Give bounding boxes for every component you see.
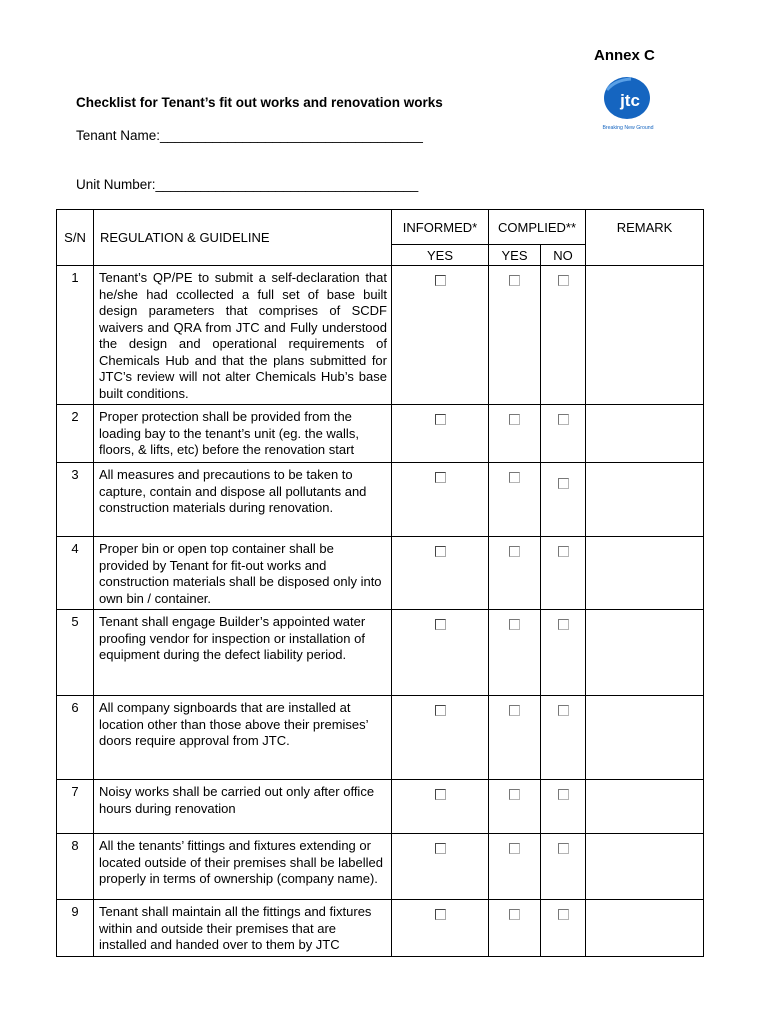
informed-yes-checkbox[interactable] — [435, 619, 446, 630]
complied-no-checkbox[interactable] — [558, 546, 569, 557]
remark-cell[interactable] — [586, 780, 704, 834]
jtc-logo-icon — [597, 76, 659, 134]
remark-cell[interactable] — [586, 610, 704, 696]
checklist-table — [56, 209, 704, 957]
complied-yes-checkbox[interactable] — [509, 843, 520, 854]
row-sn: 5 — [57, 610, 94, 696]
complied-no-header: NO — [541, 245, 586, 266]
remark-cell[interactable] — [586, 696, 704, 780]
complied-no-checkbox[interactable] — [558, 909, 569, 920]
complied-yes-checkbox[interactable] — [509, 789, 520, 800]
informed-yes-checkbox[interactable] — [435, 843, 446, 854]
informed-yes-checkbox[interactable] — [435, 909, 446, 920]
informed-yes-checkbox[interactable] — [435, 789, 446, 800]
row-text: Proper protection shall be provided from the loading bay to the tenant’s unit (eg. the walls, floors, & lifts, etc) before the renovation start — [94, 405, 392, 463]
row-text: Tenant shall maintain all the fittings and fixtures within and outside their premises that are installed and handed over to them by JTC — [94, 900, 392, 957]
remark-cell[interactable] — [586, 266, 704, 405]
svg-text:jtc: jtc — [620, 91, 640, 110]
complied-yes-header: YES — [489, 245, 541, 266]
table-row — [57, 696, 704, 780]
row-text: All measures and precautions to be taken to capture, contain and dispose all pollutants and construction materials during renovation. — [94, 463, 392, 537]
complied-no-checkbox[interactable] — [558, 478, 569, 489]
row-sn: 6 — [57, 696, 94, 780]
remark-cell[interactable] — [586, 537, 704, 610]
row-text: All company signboards that are installed at location other than those above their premises’ doors require approval from JTC. — [94, 696, 392, 780]
row-sn: 3 — [57, 463, 94, 537]
informed-header: INFORMED* — [392, 210, 489, 245]
complied-yes-checkbox[interactable] — [509, 546, 520, 557]
informed-yes-header: YES — [392, 245, 489, 266]
remark-cell[interactable] — [586, 405, 704, 463]
table-row — [57, 463, 704, 537]
table-row — [57, 780, 704, 834]
row-text: Proper bin or open top container shall be provided by Tenant for fit-out works and construction materials shall be disposed only into own bin / container. — [94, 537, 392, 610]
informed-yes-checkbox[interactable] — [435, 705, 446, 716]
tenant-name-field[interactable]: Tenant Name:___________________________________ — [76, 128, 423, 143]
document-title: Checklist for Tenant’s fit out works and renovation works — [76, 95, 443, 110]
row-sn: 7 — [57, 780, 94, 834]
row-text: Tenant’s QP/PE to submit a self-declaration that he/she had ccollected a full set of base built design parameters that comprises of SCDF waivers and QRA from JTC and Fully understood the design and operational requirements of Chemicals Hub and that the plans submitted for JTC’s review will not alter Chemicals Hub’s base built conditions. — [94, 266, 392, 405]
row-sn: 4 — [57, 537, 94, 610]
remark-cell[interactable] — [586, 834, 704, 900]
complied-yes-checkbox[interactable] — [509, 275, 520, 286]
remark-cell[interactable] — [586, 900, 704, 957]
row-sn: 1 — [57, 266, 94, 405]
row-sn: 2 — [57, 405, 94, 463]
complied-no-checkbox[interactable] — [558, 705, 569, 716]
table-row — [57, 834, 704, 900]
informed-yes-checkbox[interactable] — [435, 414, 446, 425]
sn-header: S/N — [57, 210, 94, 266]
regulation-header: REGULATION & GUIDELINE — [94, 210, 392, 266]
complied-no-checkbox[interactable] — [558, 619, 569, 630]
row-text: Tenant shall engage Builder’s appointed water proofing vendor for inspection or installation of equipment during the defect liability period. — [94, 610, 392, 696]
remark-header: REMARK — [586, 210, 704, 266]
complied-no-checkbox[interactable] — [558, 789, 569, 800]
table-row — [57, 405, 704, 463]
row-text: All the tenants’ fittings and fixtures extending or located outside of their premises shall be labelled properly in terms of ownership (company name). — [94, 834, 392, 900]
complied-yes-checkbox[interactable] — [509, 619, 520, 630]
annex-label: Annex C — [594, 47, 655, 64]
table-row — [57, 610, 704, 696]
row-text: Noisy works shall be carried out only after office hours during renovation — [94, 780, 392, 834]
complied-yes-checkbox[interactable] — [509, 472, 520, 483]
table-row — [57, 900, 704, 957]
complied-yes-checkbox[interactable] — [509, 909, 520, 920]
complied-no-checkbox[interactable] — [558, 414, 569, 425]
complied-yes-checkbox[interactable] — [509, 705, 520, 716]
complied-header: COMPLIED** — [489, 210, 586, 245]
table-row — [57, 537, 704, 610]
remark-cell[interactable] — [586, 463, 704, 537]
informed-yes-checkbox[interactable] — [435, 275, 446, 286]
unit-number-field[interactable]: Unit Number:___________________________________ — [76, 177, 419, 192]
table-row — [57, 266, 704, 405]
complied-no-checkbox[interactable] — [558, 275, 569, 286]
informed-yes-checkbox[interactable] — [435, 472, 446, 483]
row-sn: 9 — [57, 900, 94, 957]
informed-yes-checkbox[interactable] — [435, 546, 446, 557]
complied-no-checkbox[interactable] — [558, 843, 569, 854]
svg-text:Breaking New Ground: Breaking New Ground — [602, 125, 654, 131]
row-sn: 8 — [57, 834, 94, 900]
complied-yes-checkbox[interactable] — [509, 414, 520, 425]
